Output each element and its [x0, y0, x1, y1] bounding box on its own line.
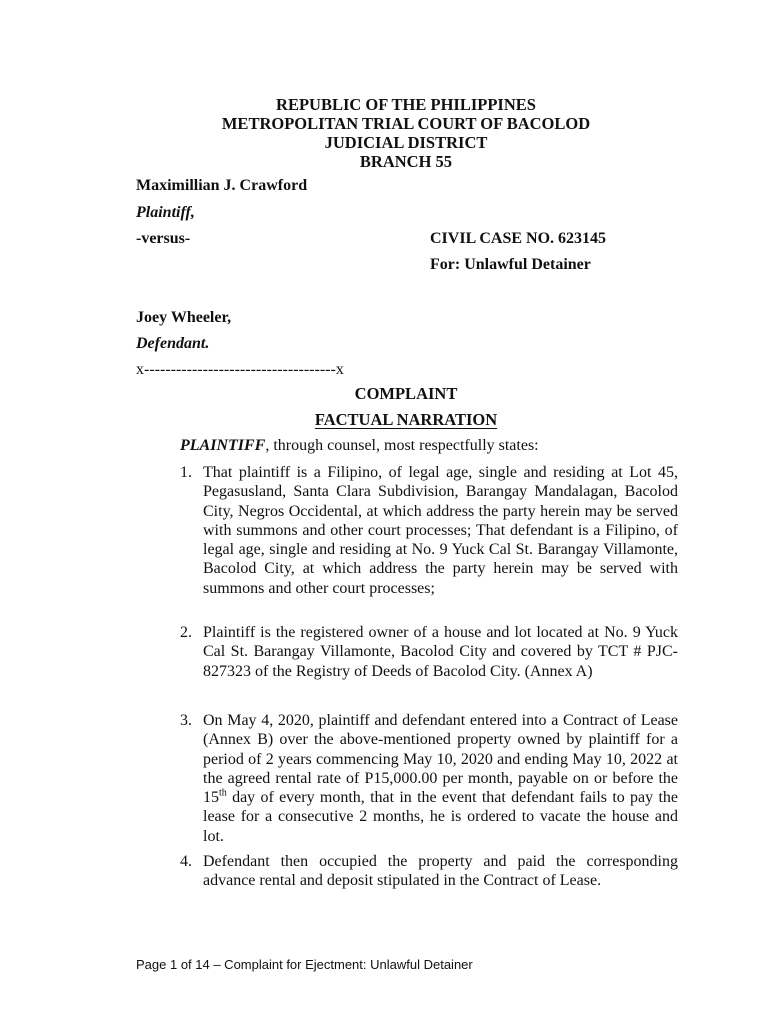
item-3-superscript: th — [219, 787, 227, 799]
item-3-text-before: On May 4, 2020, plaintiff and defendant entered into a Contract of Lease (Annex B) over the above-mentioned property owned by plaintiff for a period of 2 years commencing May 10, 2020 and ending May 10, 2022 at the agreed rental rate of P15,000.00 per month, payable on or before the 15 — [203, 712, 678, 807]
item-2-text: Plaintiff is the registered owner of a house and lot located at No. 9 Yuck Cal St. Barangay Villamonte, Bacolod City and covered by TCT # PJC-827323 of the Registry of Deeds of Bacolod City. (Annex A) — [203, 624, 678, 680]
defendant-label: Defendant. — [136, 335, 210, 352]
header-republic: REPUBLIC OF THE PHILIPPINES — [276, 95, 536, 114]
item-1-number: 1. — [180, 464, 192, 481]
intro-paragraph — [180, 436, 539, 456]
item-3-text-after: day of every month, that in the event that defendant fails to pay the lease for a consecutive 2 months, he is ordered to vacate the house and lot. — [203, 789, 678, 845]
item-1-text: That plaintiff is a Filipino, of legal age, single and residing at Lot 45, Pegasusland, Santa Clara Subdivision, Barangay Mandalagan, Bacolod City, Negros Occidental, at which address the party herein may be served with summons and other court processes; That defendant is a Filipino, of legal age, single and residing at No. 9 Yuck Cal St. Barangay Villamonte, Bacolod City, at which address the party herein may be served with summons and other court processes; — [203, 464, 678, 597]
defendant-name: Joey Wheeler, — [136, 309, 232, 326]
item-4-text: Defendant then occupied the property and paid the corresponding advance rental and deposit stipulated in the Contract of Lease. — [203, 853, 678, 890]
page-footer: Page 1 of 14 – Complaint for Ejectment: Unlawful Detainer — [136, 957, 473, 972]
header-branch: BRANCH 55 — [359, 152, 453, 171]
item-3-text — [203, 711, 678, 846]
caption-separator: x------------------------------------x — [136, 361, 344, 378]
versus-label: -versus- — [136, 230, 191, 247]
header-court: METROPOLITAN TRIAL COURT OF BACOLOD — [221, 114, 591, 133]
item-4-number: 4. — [180, 853, 192, 870]
complaint-title: COMPLAINT — [354, 384, 458, 403]
plaintiff-name: Maximillian J. Crawford — [136, 177, 308, 194]
intro-rest: , through counsel, most respectfully states: — [265, 437, 539, 454]
factual-narration-title: FACTUAL NARRATION — [314, 410, 498, 429]
intro-lead: PLAINTIFF — [180, 437, 266, 454]
item-2-number: 2. — [180, 624, 192, 641]
plaintiff-label: Plaintiff, — [136, 204, 195, 221]
header-district: JUDICIAL DISTRICT — [324, 133, 488, 152]
factual-narration-wrapper — [0, 410, 768, 430]
case-type: For: Unlawful Detainer — [430, 256, 591, 273]
case-number: CIVIL CASE NO. 623145 — [430, 230, 607, 247]
item-3-number: 3. — [180, 712, 192, 729]
